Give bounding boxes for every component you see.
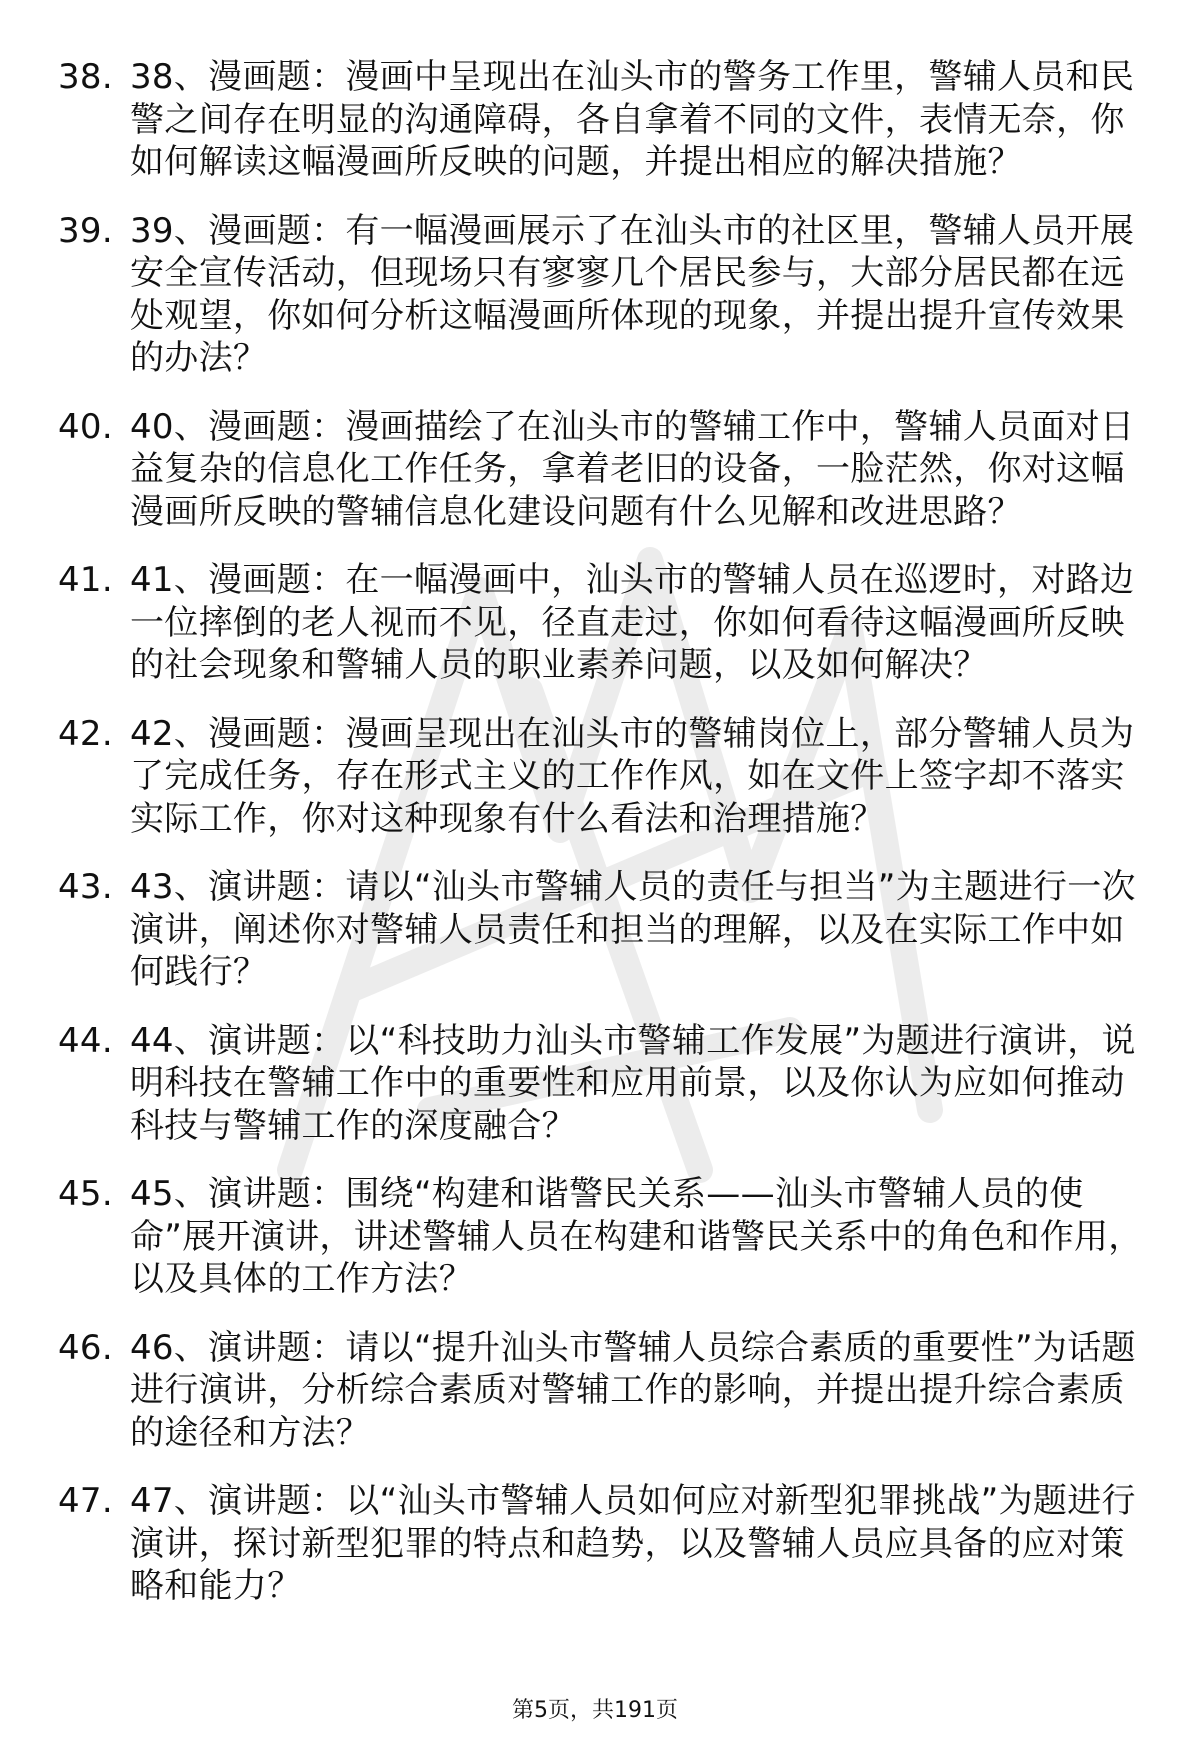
question-text: 40、漫画题：漫画描绘了在汕头市的警辅工作中，警辅人员面对日益复杂的信息化工作任务，拿着老旧的设备，一脸茫然，你对这幅漫画所反映的警辅信息化建设问题有什么见解和改进思路？ — [130, 406, 1135, 532]
list-item — [58, 56, 1148, 184]
question-number: 41. — [58, 560, 113, 600]
question-list — [58, 56, 1148, 1634]
list-item — [58, 559, 1148, 687]
question-number: 44. — [58, 1020, 113, 1061]
list-item — [58, 866, 1148, 994]
question-number: 46. — [58, 1327, 113, 1368]
question-number: 40. — [58, 406, 113, 447]
question-text: 43、演讲题：请以“汕头市警辅人员的责任与担当”为主题进行一次演讲，阐述你对警辅人员责任和担当的理解，以及在实际工作中如何践行？ — [130, 867, 1136, 992]
list-item — [58, 1327, 1148, 1455]
list-item — [58, 1480, 1148, 1608]
list-item — [58, 210, 1148, 380]
question-number: 38. — [58, 57, 113, 97]
question-text: 46、演讲题：请以“提升汕头市警辅人员综合素质的重要性”为话题进行演讲，分析综合素质对警辅工作的影响，并提出提升综合素质的途径和方法？ — [130, 1327, 1136, 1453]
question-text: 39、漫画题：有一幅漫画展示了在汕头市的社区里，警辅人员开展安全宣传活动，但现场只有寥寥几个居民参与，大部分居民都在远处观望，你如何分析这幅漫画所体现的现象，并提出提升宣传效果的办法？ — [130, 210, 1135, 378]
question-text: 47、演讲题：以“汕头市警辅人员如何应对新型犯罪挑战”为题进行演讲，探讨新型犯罪的特点和趋势，以及警辅人员应具备的应对策略和能力？ — [130, 1481, 1136, 1606]
list-item — [58, 1020, 1148, 1148]
question-text: 44、演讲题：以“科技助力汕头市警辅工作发展”为题进行演讲，说明科技在警辅工作中的重要性和应用前景，以及你认为应如何推动科技与警辅工作的深度融合？ — [130, 1020, 1136, 1146]
question-text: 38、漫画题：漫画中呈现出在汕头市的警务工作里，警辅人员和民警之间存在明显的沟通障碍，各自拿着不同的文件，表情无奈，你如何解读这幅漫画所反映的问题，并提出相应的解决措施？ — [130, 57, 1135, 182]
page-footer: 第5页，共191页 — [512, 1698, 678, 1723]
list-item — [58, 713, 1148, 841]
question-text: 45、演讲题：围绕“构建和谐警民关系——汕头市警辅人员的使命”展开演讲，讲述警辅人员在构建和谐警民关系中的角色和作用，以及具体的工作方法？ — [130, 1174, 1143, 1299]
question-text: 42、漫画题：漫画呈现出在汕头市的警辅岗位上，部分警辅人员为了完成任务，存在形式主义的工作作风，如在文件上签字却不落实实际工作，你对这种现象有什么看法和治理措施？ — [130, 713, 1135, 839]
question-number: 39. — [58, 210, 113, 251]
list-item — [58, 406, 1148, 534]
question-number: 43. — [58, 867, 113, 907]
question-number: 47. — [58, 1481, 113, 1521]
question-number: 42. — [58, 713, 113, 754]
question-number: 45. — [58, 1174, 113, 1214]
list-item — [58, 1173, 1148, 1301]
question-text: 41、漫画题：在一幅漫画中，汕头市的警辅人员在巡逻时，对路边一位摔倒的老人视而不见，径直走过，你如何看待这幅漫画所反映的社会现象和警辅人员的职业素养问题，以及如何解决？ — [130, 560, 1135, 685]
